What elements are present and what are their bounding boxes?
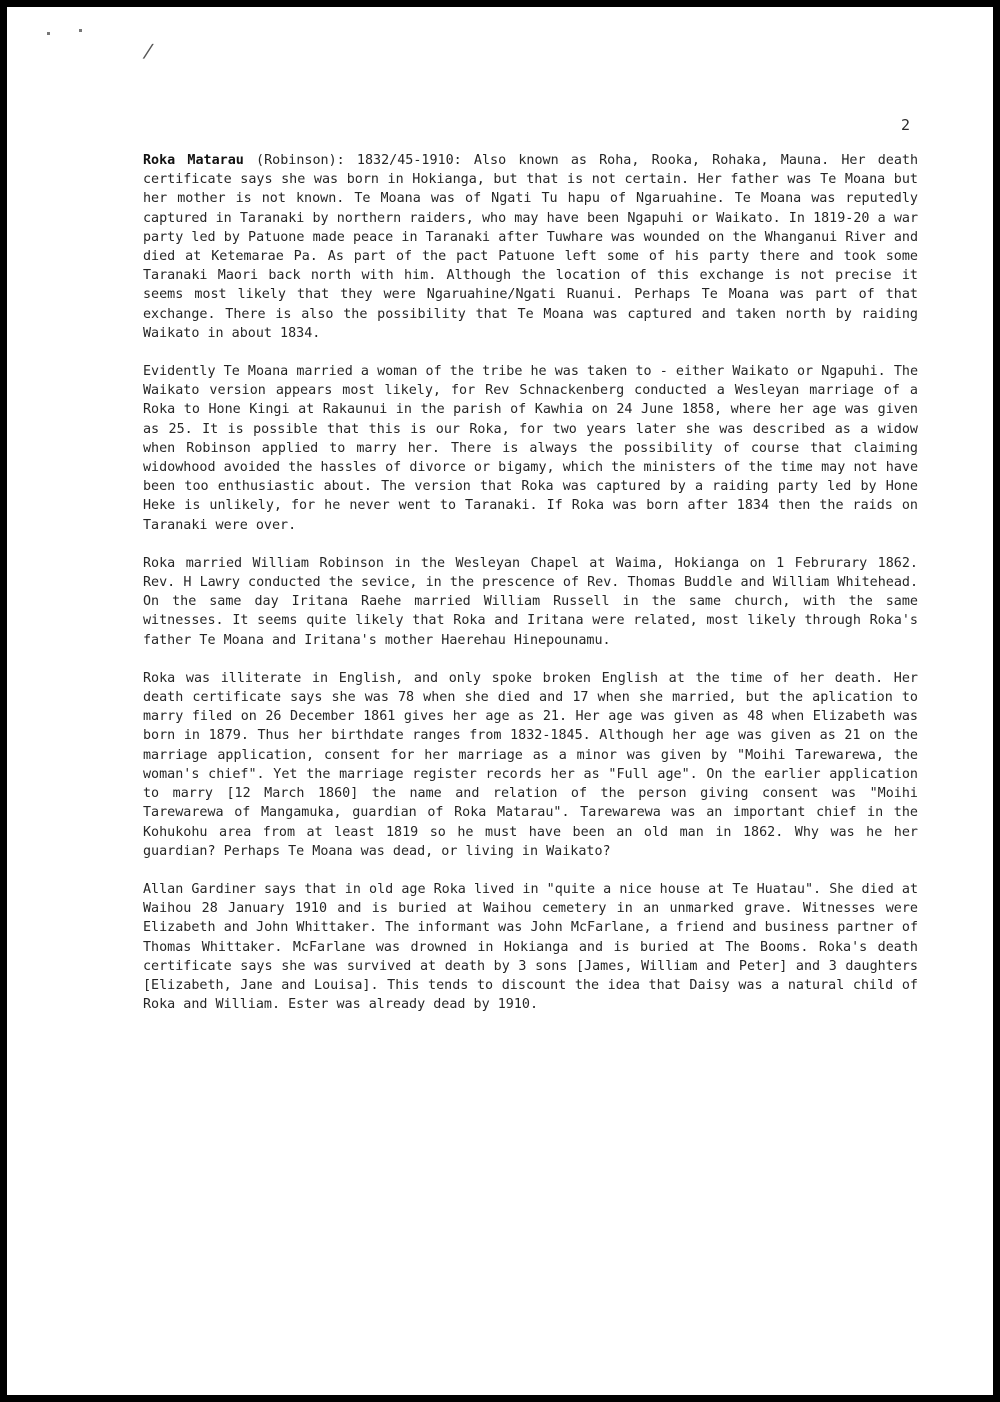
paragraph-age-records: Roka was illiterate in English, and only spoke broken English at the time of her death. Her death certificate says she was 78 when she died and 17 when she married, but the aplication to marry filed on 26 December 1861 gives her age as 21. Her age was given as 48 when Elizabeth was born in 1879. Thus her birthdate ranges from 1832-1845. Although her age was given as 21 on the marriage application, consent for her marriage as a minor was given by "Moihi Tarewarewa, the woman's chief". Yet the marriage register records her as "Full age". On the earlier application to marry [12 March 1860] the name and relation of the person giving consent was "Moihi Tarewarewa of Mangamuka, guardian of Roka Matarau". Tarewarewa was an important chief in the Kohukohu area from at least 1819 so he must have been an old man in 1862. Why was he her guardian? Perhaps Te Moana was dead, or living in Waikato? — [143, 670, 918, 859]
pen-mark: / — [141, 41, 156, 62]
paragraph-marriage-history: Evidently Te Moana married a woman of the tribe he was taken to - either Waikato or Ngapuhi. The Waikato version appears most likely, for Rev Schnackenberg conducted a Wesleyan marriage of a Roka to Hone Kingi at Rakaunui in the parish of Kawhia on 24 June 1858, where her age was given as 25. It is possible that this is our Roka, for two years later she was described as a widow when Robinson applied to marry her. There is always the possibility of course that claiming widowhood avoided the hassles of divorce or bigamy, which the ministers of the time may not have been too enthusiastic about. The version that Roka was captured by a raiding party led by Hone Heke is unlikely, for he never went to Taranaki. If Roka was born after 1834 then the raids on Taranaki were over. — [143, 364, 918, 533]
document-page — [7, 7, 993, 1395]
scan-speck — [47, 32, 50, 35]
intro-text: (Robinson): 1832/45-1910: Also known as Roha, Rooka, Rohaka, Mauna. Her death certificate says she was born in Hokianga, but that is not certain. Her father was Te Moana but her mother is not known. Te Moana was of Ngati Tu hapu of Ngaruahine. Te Moana was reputedly captured in Taranaki by northern raiders, who may have been Ngapuhi or Waikato. In 1819-20 a war party led by Patuone made peace in Taranaki after Tuwhare was wounded on the Whanganui River and died at Ketemarae Pa. As part of the pact Patuone left some of his party there and took some Taranaki Maori back north with him. Although the location of this exchange is not precise it seems most likely that they were Ngaruahine/Ngati Ruanui. Perhaps Te Moana was part of that exchange. There is also the possibility that Te Moana was captured and taken north by raiding Waikato in about 1834. — [143, 153, 919, 341]
paragraph-intro — [143, 151, 918, 343]
subject-name: Roka Matarau — [143, 153, 244, 168]
page-number: 2 — [901, 116, 911, 134]
document-body — [143, 151, 918, 1033]
paragraph-robinson-marriage: Roka married William Robinson in the Wesleyan Chapel at Waima, Hokianga on 1 Februrary 1862. Rev. H Lawry conducted the sevice, in the prescence of Rev. Thomas Buddle and William Whitehead. On the same day Iritana Raehe married William Russell in the same church, with the same witnesses. It seems quite likely that Roka and Iritana were related, most likely through Roka's father Te Moana and Iritana's mother Haerehau Hinepounamu. — [143, 555, 918, 648]
paragraph-death: Allan Gardiner says that in old age Roka lived in "quite a nice house at Te Huatau". She died at Waihou 28 January 1910 and is buried at Waihou cemetery in an unmarked grave. Witnesses were Elizabeth and John Whittaker. The informant was John McFarlane, a friend and business partner of Thomas Whittaker. McFarlane was drowned in Hokianga and is buried at The Booms. Roka's death certificate says she was survived at death by 3 sons [James, William and Peter] and 3 daughters [Elizabeth, Jane and Louisa]. This tends to discount the idea that Daisy was a natural child of Roka and William. Ester was already dead by 1910. — [143, 881, 918, 1013]
scan-speck — [79, 29, 82, 32]
